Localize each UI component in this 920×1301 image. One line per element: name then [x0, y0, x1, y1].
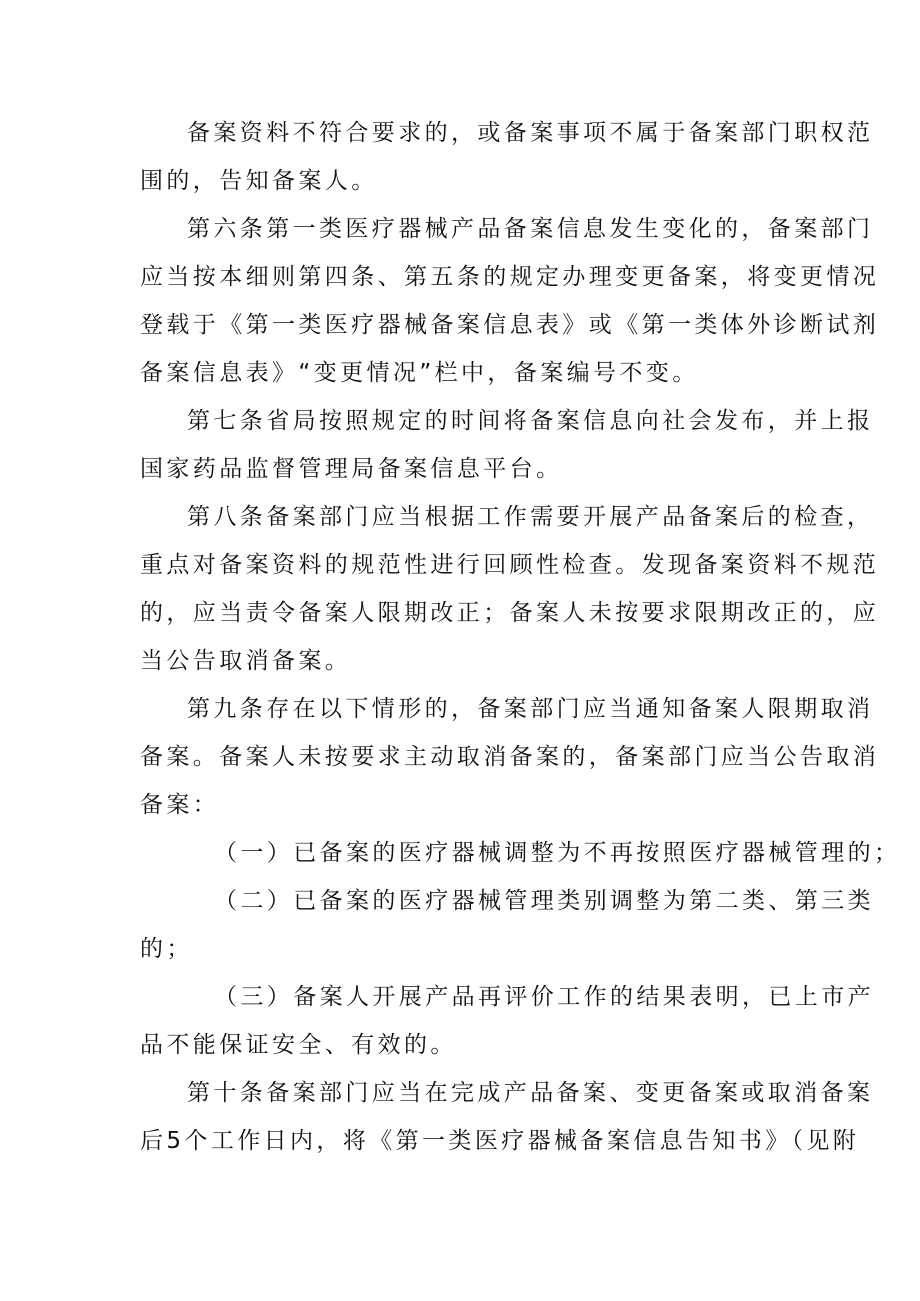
text-line: 后5个工作日内，将《第一类医疗器械备案信息告知书》（见附: [140, 1128, 860, 1154]
text-line: 当公告取消备案。: [140, 648, 352, 674]
list-item-line: 品不能保证安全、有效的。: [140, 1032, 457, 1058]
text-line: 第七条省局按照规定的时间将备案信息向社会发布，并上报: [187, 408, 874, 434]
list-item-line: 的；: [140, 936, 193, 962]
text-line: 第八条备案部门应当根据工作需要开展产品备案后的检查，: [187, 504, 874, 530]
text-line: 备案。备案人未按要求主动取消备案的，备案部门应当公告取消: [140, 744, 880, 770]
text-line: 国家药品监督管理局备案信息平台。: [140, 456, 563, 482]
text-line: 的，应当责令备案人限期改正；备案人未按要求限期改正的，应: [140, 600, 880, 626]
text-line: 围的，告知备案人。: [140, 168, 378, 194]
text-line: 应当按本细则第四条、第五条的规定办理变更备案，将变更情况: [140, 264, 880, 290]
text-line: 登载于《第一类医疗器械备案信息表》或《第一类体外诊断试剂: [140, 312, 880, 338]
text-line: 第十条备案部门应当在完成产品备案、变更备案或取消备案: [187, 1080, 874, 1106]
text-line: 重点对备案资料的规范性进行回顾性检查。发现备案资料不规范: [140, 552, 880, 578]
text-line: 第九条存在以下情形的，备案部门应当通知备案人限期取消: [187, 696, 874, 722]
list-item-line: （一）已备案的医疗器械调整为不再按照医疗器械管理的；: [214, 840, 901, 866]
text-line: 备案资料不符合要求的，或备案事项不属于备案部门职权范: [187, 120, 874, 146]
text-line: 备案信息表》“变更情况”栏中，备案编号不变。: [140, 360, 699, 386]
text-line: 备案：: [140, 792, 220, 818]
list-item-line: （三）备案人开展产品再评价工作的结果表明，已上市产: [214, 984, 874, 1010]
list-item-line: （二）已备案的医疗器械管理类别调整为第二类、第三类: [214, 888, 874, 914]
text-line: 第六条第一类医疗器械产品备案信息发生变化的，备案部门: [187, 216, 874, 242]
